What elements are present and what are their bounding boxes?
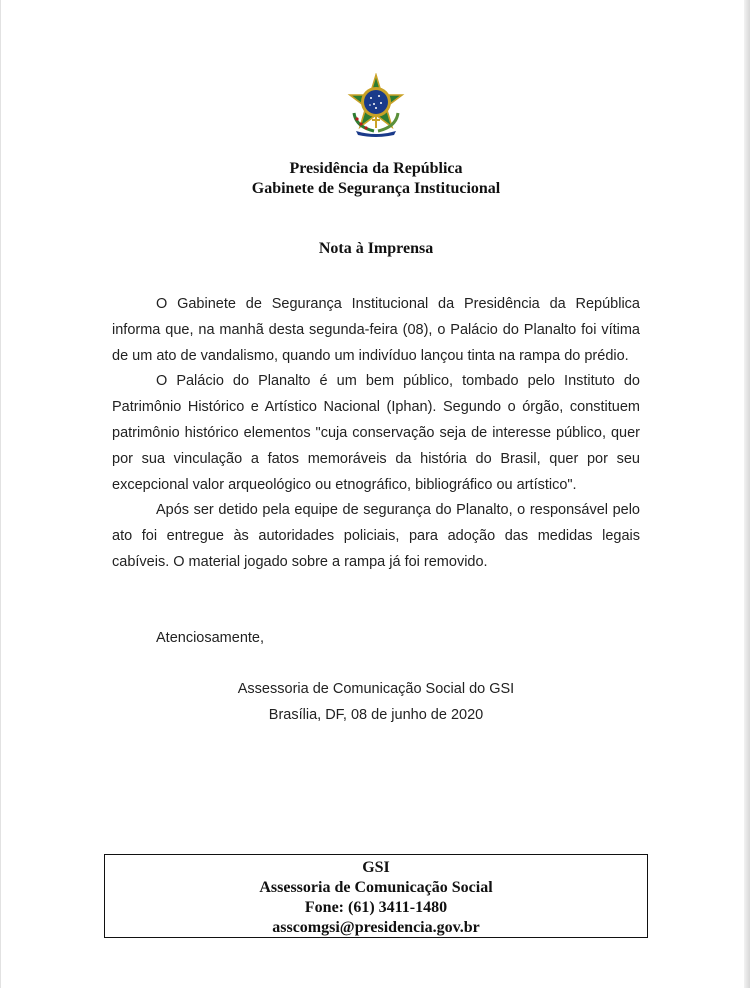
closing-greeting: Atenciosamente, [156, 630, 265, 646]
paragraph-1: O Gabinete de Segurança Institucional da Presidência da República informa que, na manhã desta segunda-feira (08), o Palácio do Planalto foi vítima de um ato de vandalismo, quando um indivíduo lançou tinta na rampa do prédio. [112, 296, 640, 364]
press-note-body [112, 292, 640, 576]
signature-office: Assessoria de Comunicação Social do GSI [237, 681, 515, 697]
page-edge-shadow [744, 0, 750, 988]
document-title: Nota à Imprensa [318, 240, 434, 257]
header-line-presidency: Presidência da República [289, 160, 463, 177]
contact-department: Assessoria de Comunicação Social [259, 879, 493, 896]
paragraph-2: O Palácio do Planalto é um bem público, tombado pelo Instituto do Patrimônio Histórico e Artístico Nacional (Iphan). Segundo o órgão, constituem patrimônio histórico elementos "cuja conservação seja de interesse público, quer por sua vinculação a fatos memoráveis da história do Brasil, quer por seu excepcional valor arqueológico ou etnográfico, bibliográfico ou artístico". [112, 373, 640, 493]
contact-email: asscomgsi@presidencia.gov.br [272, 919, 480, 936]
header-line-gsi: Gabinete de Segurança Institucional [251, 180, 501, 197]
contact-box [104, 854, 648, 938]
signature-place-date: Brasília, DF, 08 de junho de 2020 [268, 707, 484, 723]
contact-phone: Fone: (61) 3411-1480 [304, 899, 448, 916]
coat-of-arms-emblem [344, 73, 408, 137]
contact-acronym: GSI [362, 859, 390, 876]
paragraph-3: Após ser detido pela equipe de segurança do Planalto, o responsável pelo ato foi entregue às autoridades policiais, para adoção das medidas legais cabíveis. O material jogado sobre a rampa já foi removido. [112, 502, 640, 570]
